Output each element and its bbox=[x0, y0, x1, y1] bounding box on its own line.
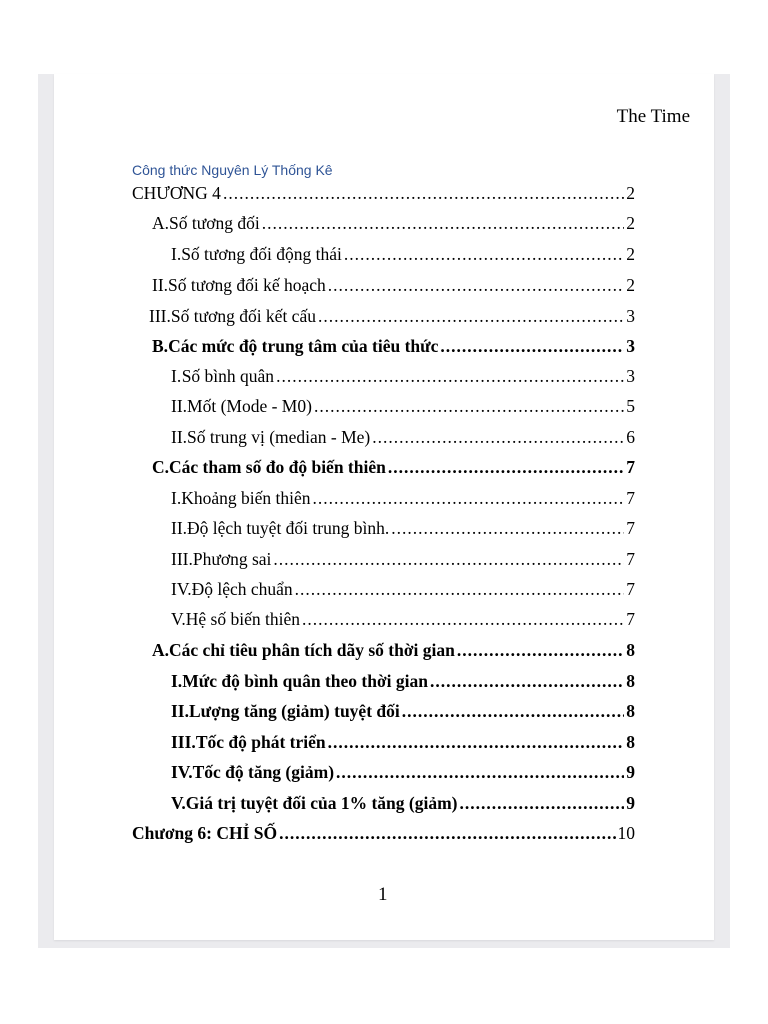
toc-leader-dots bbox=[312, 488, 624, 509]
toc-entry-text: Phương sai bbox=[192, 549, 272, 569]
toc-entry-page: 7 bbox=[626, 579, 635, 599]
toc-entry-text: Mốt (Mode - M0) bbox=[187, 396, 312, 416]
toc-entry-page: 3 bbox=[626, 366, 635, 386]
toc-entry-page: 5 bbox=[626, 396, 635, 416]
toc-entry[interactable] bbox=[171, 549, 635, 575]
toc-entry-text: Lượng tăng (giảm) tuyệt đối bbox=[189, 701, 400, 721]
toc-entry-number: I. bbox=[171, 671, 183, 691]
toc-entry-number: C. bbox=[152, 457, 170, 477]
toc-entry-number: I. bbox=[171, 366, 182, 386]
toc-leader-dots bbox=[440, 336, 624, 357]
toc-entry-text: CHƯƠNG 4 bbox=[132, 183, 221, 203]
toc-entry-page: 7 bbox=[626, 488, 635, 508]
toc-leader-dots bbox=[459, 793, 624, 814]
toc-entry[interactable] bbox=[149, 306, 635, 332]
toc-entry-number: I. bbox=[171, 488, 182, 508]
toc-entry-number: V. bbox=[171, 609, 186, 629]
toc-entry-page: 7 bbox=[626, 609, 635, 629]
page-header: The Time bbox=[616, 106, 690, 127]
toc-entry-page: 7 bbox=[626, 457, 635, 477]
toc-entry-text: Độ lệch chuẩn bbox=[191, 579, 293, 599]
toc-entry-text: Mức độ bình quân theo thời gian bbox=[182, 671, 428, 691]
toc-leader-dots bbox=[318, 306, 624, 327]
toc-entry-page: 2 bbox=[626, 213, 635, 233]
toc-entry-number: III. bbox=[171, 732, 196, 752]
toc-entry-number: I. bbox=[171, 244, 182, 264]
toc-leader-dots bbox=[302, 609, 624, 630]
toc-entry-number: II. bbox=[171, 518, 188, 538]
toc-entry[interactable] bbox=[171, 427, 635, 453]
toc-title: Công thức Nguyên Lý Thống Kê bbox=[132, 162, 333, 178]
toc-entry-text: Khoảng biến thiên bbox=[181, 488, 311, 508]
toc-entry[interactable] bbox=[152, 336, 635, 362]
toc-entry-text: Số bình quân bbox=[181, 366, 275, 386]
toc-entry[interactable] bbox=[171, 701, 635, 727]
toc-leader-dots bbox=[372, 427, 624, 448]
toc-leader-dots bbox=[276, 366, 624, 387]
toc-entry-page: 7 bbox=[626, 518, 635, 538]
toc-entry-number: IV. bbox=[171, 579, 192, 599]
toc-entry-page: 9 bbox=[626, 762, 635, 782]
toc-entry-page: 2 bbox=[626, 275, 635, 295]
toc-entry[interactable] bbox=[171, 732, 635, 758]
toc-entry-number: V. bbox=[171, 793, 186, 813]
toc-entry[interactable] bbox=[171, 793, 635, 819]
toc-entry-number: III. bbox=[149, 306, 171, 326]
toc-entry-text: Hệ số biến thiên bbox=[185, 609, 300, 629]
toc-entry-text: Các mức độ trung tâm của tiêu thức bbox=[168, 336, 439, 356]
toc-entry-text: Tốc độ tăng (giảm) bbox=[192, 762, 335, 782]
toc-entry-page: 8 bbox=[626, 732, 635, 752]
toc-entry[interactable] bbox=[152, 457, 635, 483]
toc-entry-page: 8 bbox=[626, 671, 635, 691]
toc-entry-text: Số tương đối bbox=[169, 213, 260, 233]
toc-entry-number: III. bbox=[171, 549, 193, 569]
toc-leader-dots bbox=[402, 701, 624, 722]
toc-entry-number: A. bbox=[152, 640, 170, 660]
toc-leader-dots bbox=[344, 244, 624, 265]
toc-entry-number: II. bbox=[152, 275, 169, 295]
toc-entry-page: 3 bbox=[626, 306, 635, 326]
toc-entry-number: A. bbox=[152, 213, 170, 233]
toc-leader-dots bbox=[328, 732, 625, 753]
toc-entry-text: Giá trị tuyệt đối của 1% tăng (giảm) bbox=[185, 793, 458, 813]
toc-leader-dots bbox=[430, 671, 624, 692]
toc-entry[interactable] bbox=[132, 823, 635, 849]
toc-entry[interactable] bbox=[171, 366, 635, 392]
toc-entry-number: B. bbox=[152, 336, 169, 356]
toc-entry[interactable] bbox=[152, 213, 635, 239]
toc-entry-number: II. bbox=[171, 701, 189, 721]
toc-entry[interactable] bbox=[171, 518, 635, 544]
toc-leader-dots bbox=[262, 213, 625, 234]
toc-entry[interactable] bbox=[171, 671, 635, 697]
toc-entry[interactable] bbox=[171, 244, 635, 270]
toc-entry[interactable] bbox=[171, 488, 635, 514]
toc-entry-text: Các tham số đo độ biến thiên bbox=[169, 457, 386, 477]
toc-leader-dots bbox=[223, 183, 624, 204]
toc-entry-text: Chương 6: CHỈ SỐ bbox=[132, 823, 278, 843]
toc-entry-text: Tốc độ phát triển bbox=[195, 732, 326, 752]
toc-entry-text: Số tương đối kết cấu bbox=[170, 306, 316, 326]
toc-entry-page: 3 bbox=[626, 336, 635, 356]
toc-entry-number: II. bbox=[171, 396, 188, 416]
toc-entry-number: IV. bbox=[171, 762, 193, 782]
toc-entry-page: 2 bbox=[626, 244, 635, 264]
toc-entry-page: 6 bbox=[626, 427, 635, 447]
toc-leader-dots bbox=[328, 275, 624, 296]
toc-entry[interactable] bbox=[171, 396, 635, 422]
toc-leader-dots bbox=[336, 762, 624, 783]
toc-leader-dots bbox=[388, 457, 624, 478]
toc-leader-dots bbox=[391, 518, 624, 539]
toc-entry[interactable] bbox=[171, 579, 635, 605]
toc-entry-page: 8 bbox=[626, 701, 635, 721]
toc-entry[interactable] bbox=[152, 640, 635, 666]
toc-entry-page: 7 bbox=[626, 549, 635, 569]
toc-entry-text: Các chỉ tiêu phân tích dãy số thời gian bbox=[169, 640, 455, 660]
toc-leader-dots bbox=[457, 640, 624, 661]
toc-entry-page: 9 bbox=[626, 793, 635, 813]
toc-entry[interactable] bbox=[132, 183, 635, 209]
toc-leader-dots bbox=[273, 549, 624, 570]
toc-entry-text: Số tương đối động thái bbox=[181, 244, 342, 264]
toc-entry-page: 10 bbox=[617, 823, 635, 843]
toc-entry-number: II. bbox=[171, 427, 188, 447]
toc-entry[interactable] bbox=[152, 275, 635, 301]
toc-entry-page: 8 bbox=[626, 640, 635, 660]
toc-entry-text: Độ lệch tuyệt đối trung bình. bbox=[187, 518, 390, 538]
toc-entry[interactable] bbox=[171, 762, 635, 788]
toc-entry-text: Số trung vị (median - Me) bbox=[187, 427, 371, 447]
toc-leader-dots bbox=[295, 579, 625, 600]
page-number: 1 bbox=[378, 884, 388, 905]
toc-entry-text: Số tương đối kế hoạch bbox=[168, 275, 326, 295]
toc-entry[interactable] bbox=[171, 609, 635, 635]
toc-leader-dots bbox=[314, 396, 624, 417]
toc-entry-page: 2 bbox=[626, 183, 635, 203]
toc-leader-dots bbox=[279, 823, 615, 844]
